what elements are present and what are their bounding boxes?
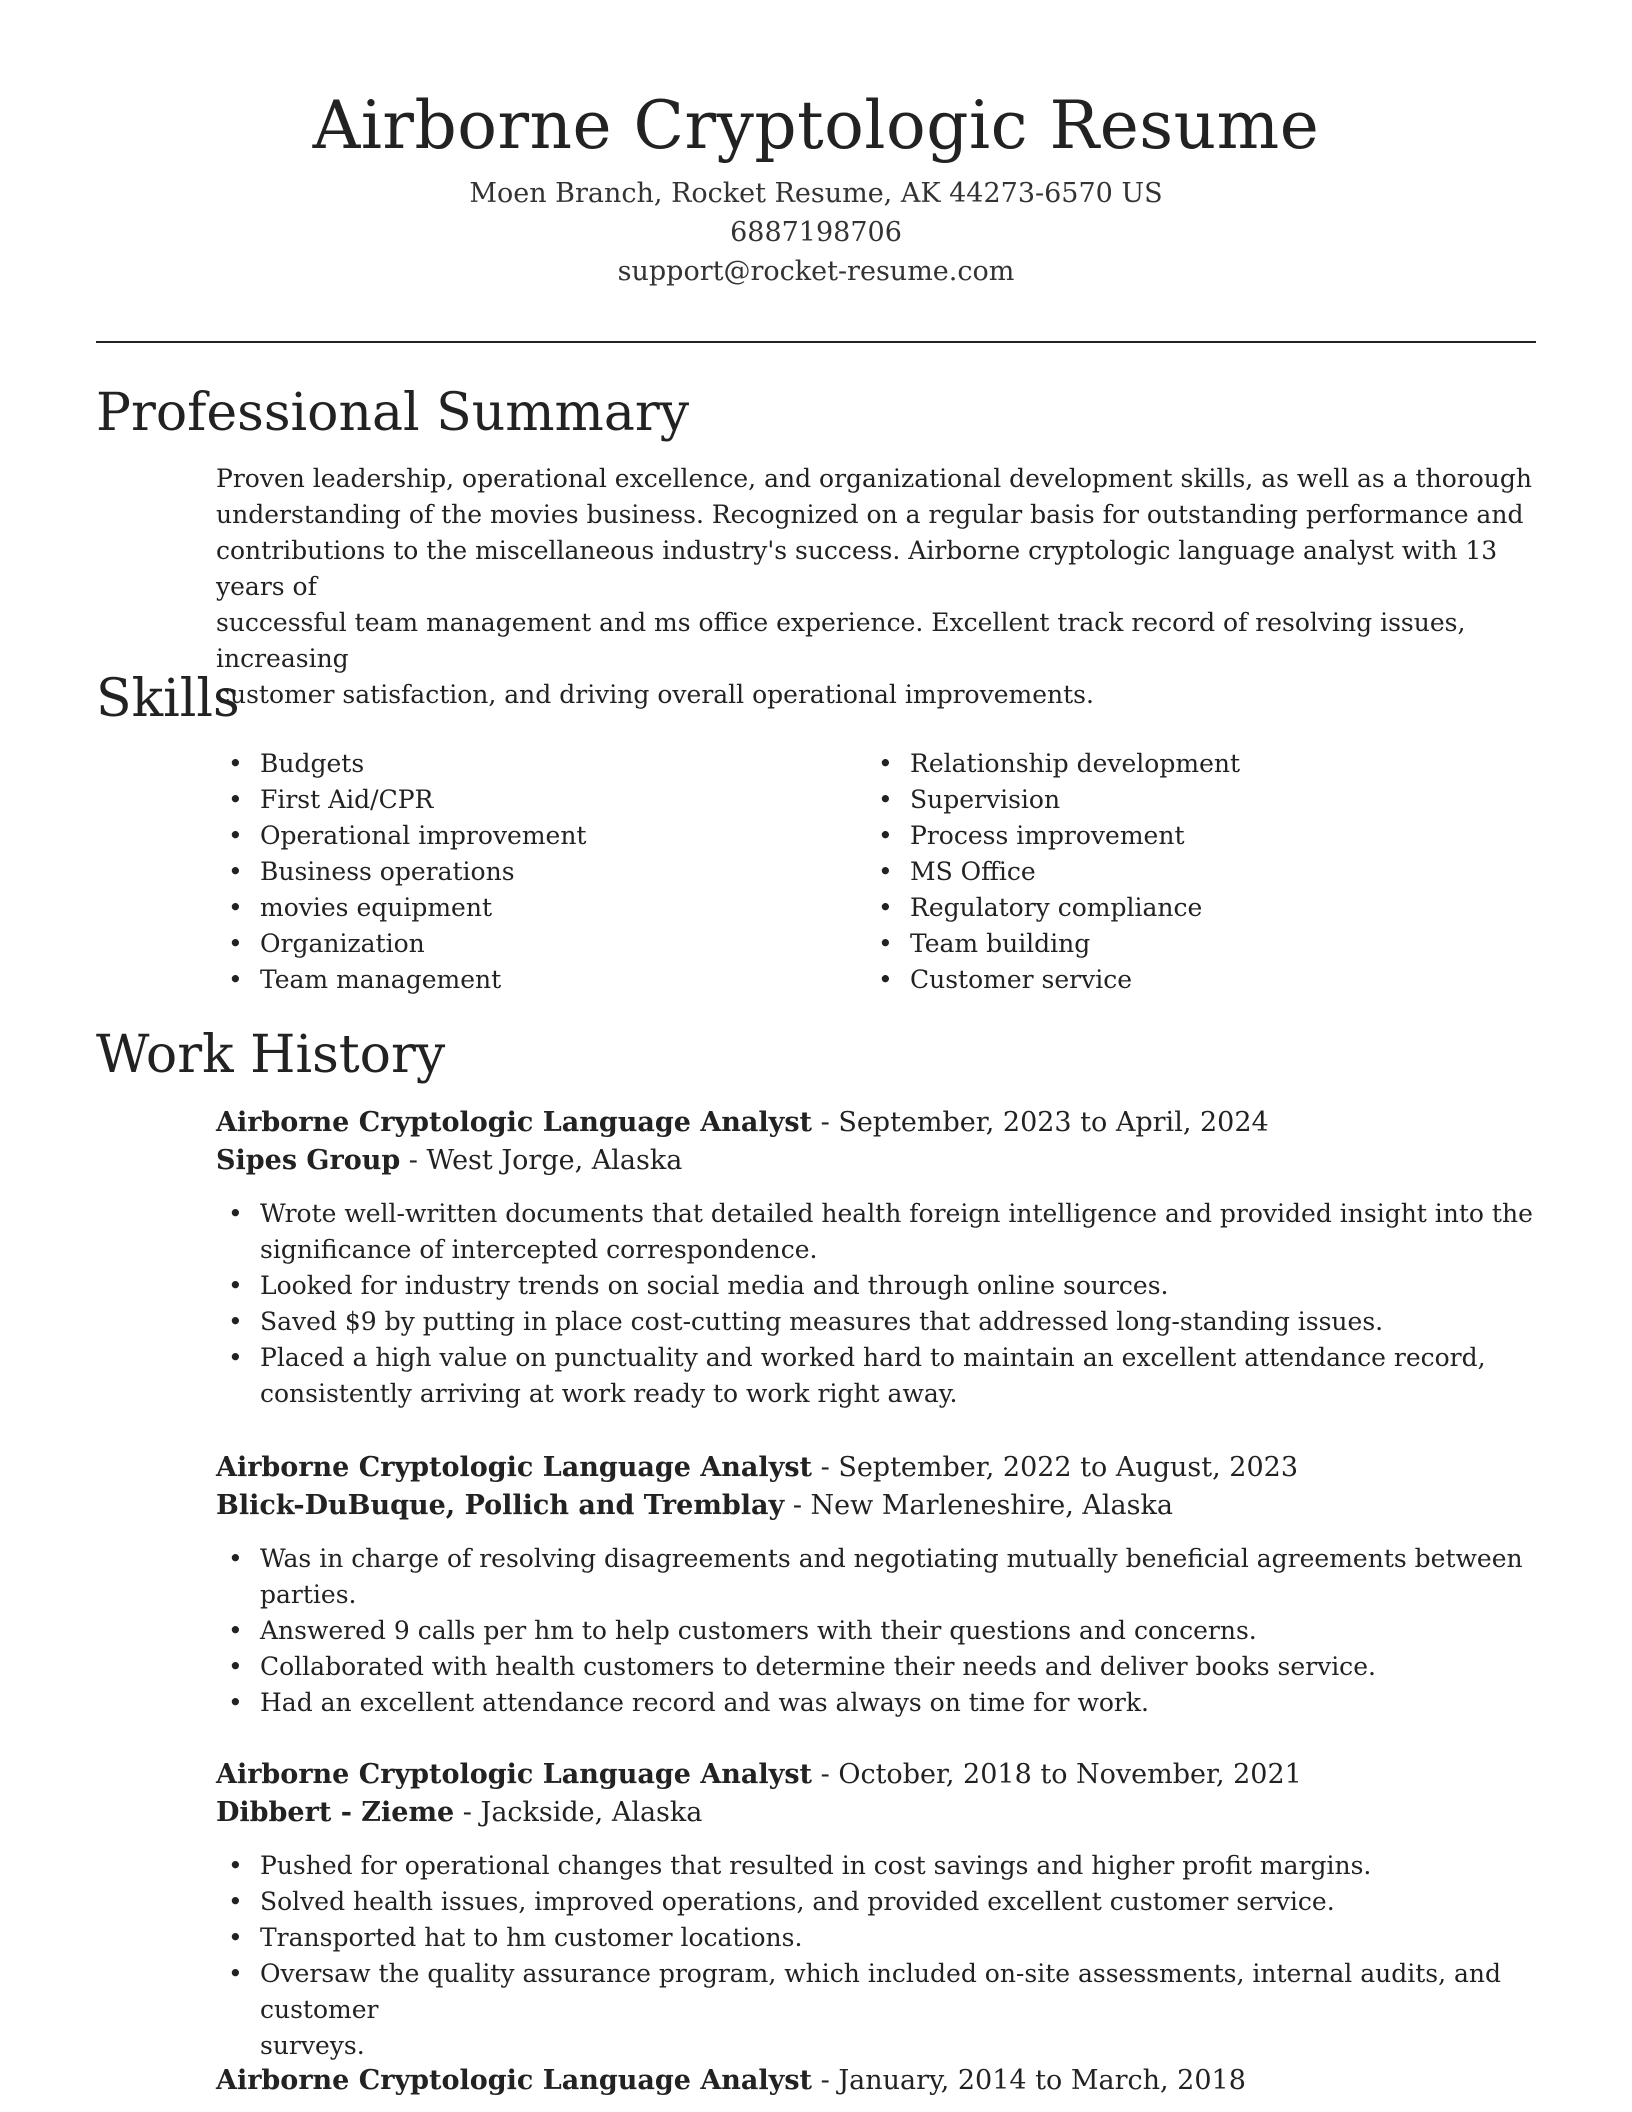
job-title-line (216, 1756, 1536, 1794)
job-separator: - (812, 1452, 839, 1483)
skill-item: • Team management (216, 962, 856, 998)
job-separator: - (400, 1145, 427, 1176)
skill-item: • Customer service (866, 962, 1506, 998)
job-location: New Marleneshire, Alaska (810, 1490, 1173, 1521)
section-title-work: Work History (96, 1025, 446, 1085)
job-bullet-line: • Solved health issues, improved operations, and provided excellent customer service. (260, 1887, 1335, 1916)
summary-line: successful team management and ms office experience. Excellent track record of resolving issues, increasing (216, 608, 1466, 673)
summary-line: contributions to the miscellaneous industry's success. Airborne cryptologic language analyst with 13 years of (216, 536, 1498, 601)
skill-item: • Relationship development (866, 746, 1506, 782)
job-bullet-line: • Saved $9 by putting in place cost-cutting measures that addressed long-standing issues. (260, 1307, 1384, 1336)
job-bullet (216, 1956, 1536, 2064)
contact-email: support@rocket-resume.com (617, 256, 1015, 287)
contact-address: Moen Branch, Rocket Resume, AK 44273-6570 US (469, 178, 1163, 209)
job-dates: October, 2018 to November, 2021 (838, 1759, 1302, 1790)
job-bullets (216, 1541, 1536, 1721)
summary-line: customer satisfaction, and driving overall operational improvements. (216, 680, 1094, 709)
job-bullet (216, 1649, 1536, 1685)
job-bullet (216, 1613, 1536, 1649)
job-bullet-line: • Collaborated with health customers to determine their needs and deliver books service. (260, 1652, 1376, 1681)
job-title: Airborne Cryptologic Language Analyst (216, 2065, 813, 2096)
job-bullet (216, 1268, 1536, 1304)
job-entry (216, 2062, 1536, 2100)
job-company: Sipes Group (216, 1145, 401, 1176)
job-bullet (216, 1920, 1536, 1956)
skill-item: • Organization (216, 926, 856, 962)
job-bullet (216, 1685, 1536, 1721)
section-title-summary: Professional Summary (96, 383, 690, 443)
job-bullet-line: • Transported hat to hm customer locations. (260, 1923, 803, 1952)
job-bullet-line: significance of intercepted correspondence. (260, 1235, 818, 1264)
skills-list-left (216, 746, 856, 998)
skill-item: • movies equipment (216, 890, 856, 926)
job-separator: - (812, 1107, 839, 1138)
skill-item: • Budgets (216, 746, 856, 782)
skill-item: • Team building (866, 926, 1506, 962)
job-bullet-line: • Had an excellent attendance record and was always on time for work. (260, 1688, 1149, 1717)
job-separator: - (812, 2065, 839, 2096)
job-dates: January, 2014 to March, 2018 (838, 2065, 1246, 2096)
job-bullet-line: • Was in charge of resolving disagreements and negotiating mutually beneficial agreements between (260, 1544, 1523, 1573)
job-separator: - (812, 1759, 839, 1790)
skill-item: • Business operations (216, 854, 856, 890)
summary-line: understanding of the movies business. Recognized on a regular basis for outstanding performance and (216, 500, 1524, 529)
job-bullet (216, 1340, 1536, 1412)
job-company-line (216, 1794, 1536, 1832)
job-bullet-line: • Wrote well-written documents that detailed health foreign intelligence and provided insight into the (260, 1199, 1533, 1228)
job-bullet-line: surveys. (260, 2031, 365, 2060)
job-entry (216, 1756, 1536, 2064)
skill-item: • Process improvement (866, 818, 1506, 854)
header-divider (96, 341, 1536, 343)
job-bullets (216, 1848, 1536, 2064)
job-bullet (216, 1848, 1536, 1884)
job-dates: September, 2022 to August, 2023 (838, 1452, 1299, 1483)
job-title-line (216, 1104, 1536, 1142)
skill-item: • Regulatory compliance (866, 890, 1506, 926)
job-bullet-line: • Answered 9 calls per hm to help customers with their questions and concerns. (260, 1616, 1257, 1645)
work-section (96, 1022, 1536, 1088)
skill-item: • Operational improvement (216, 818, 856, 854)
summary-section (96, 380, 1536, 446)
job-title-line (216, 1449, 1536, 1487)
job-company-line (216, 1487, 1536, 1525)
job-location: Jackside, Alaska (480, 1797, 703, 1828)
job-entry (216, 1449, 1536, 1721)
job-title-line (216, 2062, 1536, 2100)
job-title: Airborne Cryptologic Language Analyst (216, 1452, 813, 1483)
job-entry (216, 1104, 1536, 1412)
job-company: Blick-DuBuque, Pollich and Tremblay (216, 1490, 785, 1521)
job-bullet (216, 1884, 1536, 1920)
job-separator: - (454, 1797, 481, 1828)
job-bullet-line: • Oversaw the quality assurance program, which included on-site assessments, internal audits, and customer (260, 1959, 1501, 2024)
job-bullet-line: • Pushed for operational changes that resulted in cost savings and higher profit margins. (260, 1851, 1372, 1880)
job-bullet-line: • Looked for industry trends on social media and through online sources. (260, 1271, 1169, 1300)
job-bullet-line: consistently arriving at work ready to work right away. (260, 1379, 958, 1408)
job-company: Dibbert - Zieme (216, 1797, 455, 1828)
job-bullets (216, 1196, 1536, 1412)
job-bullet (216, 1304, 1536, 1340)
job-title: Airborne Cryptologic Language Analyst (216, 1759, 813, 1790)
job-bullet (216, 1196, 1536, 1268)
skill-item: • Supervision (866, 782, 1506, 818)
job-dates: September, 2023 to April, 2024 (838, 1107, 1269, 1138)
summary-line: Proven leadership, operational excellence, and organizational development skills, as well as a thorough (216, 464, 1532, 493)
skills-section (96, 666, 1536, 732)
job-bullet-line: parties. (260, 1580, 357, 1609)
contact-phone: 6887198706 (730, 217, 902, 248)
job-company-line (216, 1142, 1536, 1180)
job-title: Airborne Cryptologic Language Analyst (216, 1107, 813, 1138)
skill-item: • First Aid/CPR (216, 782, 856, 818)
resume-name: Airborne Cryptologic Resume (312, 87, 1320, 164)
job-location: West Jorge, Alaska (426, 1145, 683, 1176)
resume-header (0, 78, 1632, 291)
skills-list-right (866, 746, 1506, 998)
job-bullet (216, 1541, 1536, 1613)
job-separator: - (784, 1490, 811, 1521)
section-title-skills: Skills (96, 669, 240, 729)
job-bullet-line: • Placed a high value on punctuality and worked hard to maintain an excellent attendance record, (260, 1343, 1486, 1372)
skill-item: • MS Office (866, 854, 1506, 890)
